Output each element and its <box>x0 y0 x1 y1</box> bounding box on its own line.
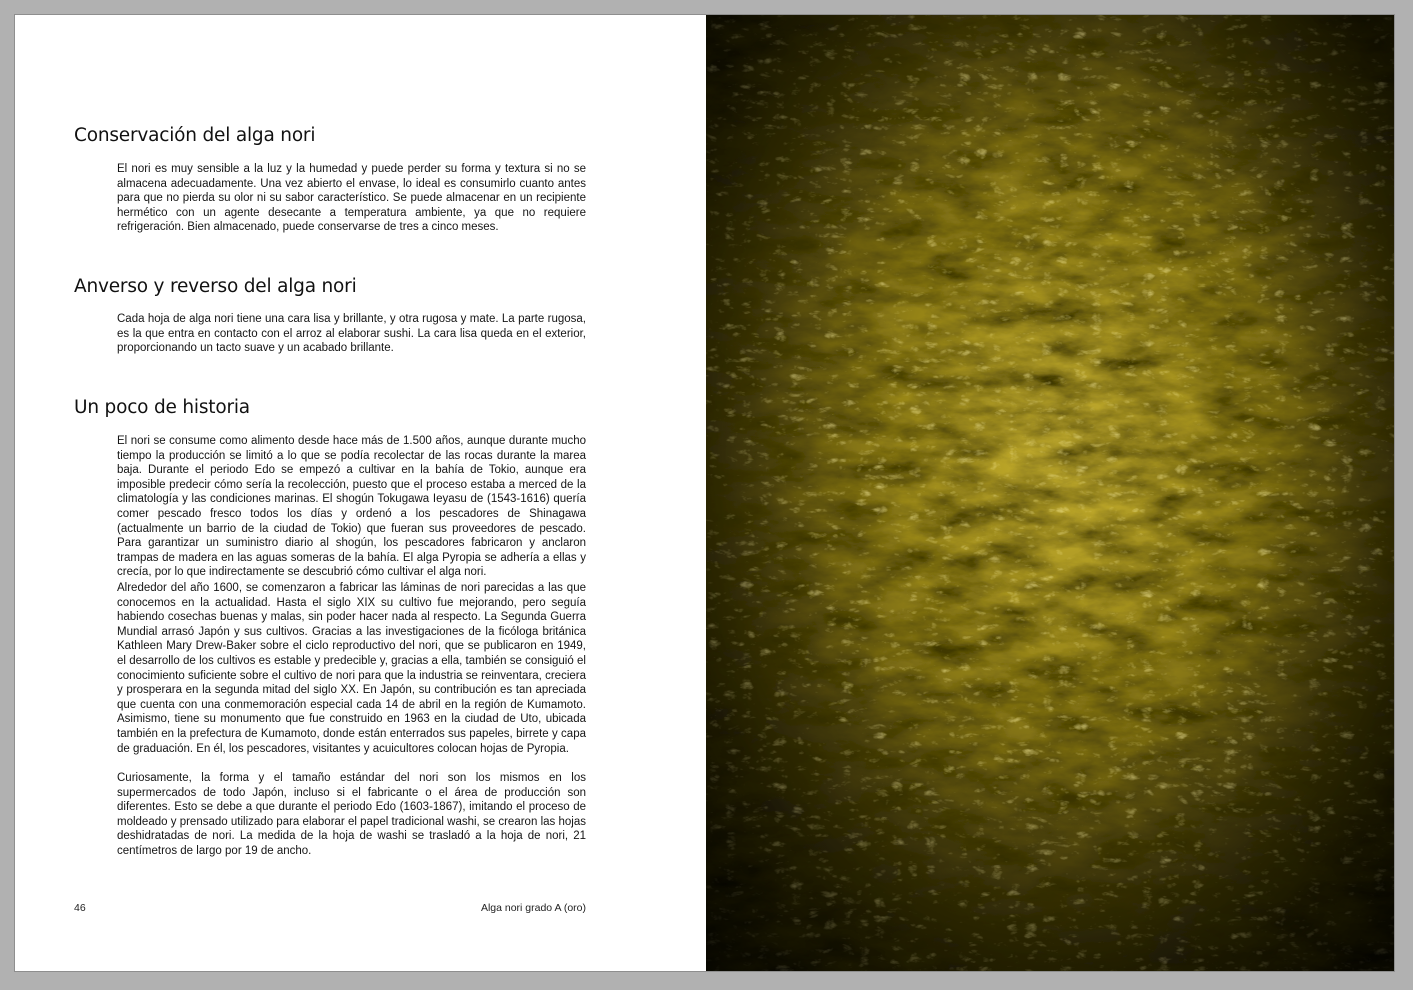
section-title-historia: Un poco de historia <box>74 397 250 418</box>
page-number: 46 <box>74 902 86 914</box>
paragraph-conservacion: El nori es muy sensible a la luz y la humedad y puede perder su forma y textura si no se almacena adecuadamente. Una vez abierto el envase, lo ideal es consumirlo cuanto antes para que no pierda su olor ni su sabor característico. Se puede almacenar en un recipiente hermético con un agente desecante a temperatura ambiente, ya que no requiere refrigeración. Bien almacenado, puede conservarse de tres a cinco meses. <box>117 163 586 234</box>
photo-vignette <box>706 15 1395 971</box>
paragraph-historia-1: El nori se consume como alimento desde hace más de 1.500 años, aunque durante mucho tiempo la producción se limitó a lo que se podía recolectar de las rocas durante la marea baja. Durante el periodo Edo se empezó a cultivar en la bahía de Tokio, aunque era imposible predecir cómo sería la recolección, puesto que el proceso estaba a merced de la climatología y las condiciones marinas. El shogún Tokugawa Ieyasu de (1543-1616) quería comer pescado fresco todos los días y ordenó a los pescadores de Shinagawa (actualmente un barrio de la ciudad de Tokio) que fueran sus proveedores de pescado. Para garantizar un suministro diario al shogún, los pescadores fabricaron y anclaron trampas de madera en las aguas someras de la bahía. El alga Pyropia se adhería a ellas y crecía, por lo que indirectamente se descubrió cómo cultivar el alga nori. <box>117 435 586 579</box>
paragraph-historia-2: Alrededor del año 1600, se comenzaron a fabricar las láminas de nori parecidas a las que conocemos en la actualidad. Hasta el siglo XIX su cultivo fue mejorando, pero seguía habiendo cosechas buenas y malas, sin poder hacer nada al respecto. La Segunda Guerra Mundial arrasó Japón y sus cultivos. Gracias a las investigaciones de la ficóloga británica Kathleen Mary Drew-Baker sobre el ciclo reproductivo del nori, que se publicaron en 1949, el desarrollo de los cultivos es estable y predecible y, gracias a ella, también se consiguió el conocimiento suficiente sobre el cultivo de nori para que la industria se reinventara, creciera y prosperara en la segunda mitad del siglo XX. En Japón, su contribución es tan apreciada que cuenta con una conmemoración especial cada 14 de abril en la región de Kumamoto. Asimismo, tiene su monumento que fue construido en 1963 en la ciudad de Uto, ubicada también en la prefectura de Kumamoto, donde están enterrados sus papeles, birrete y capa de graduación. En él, los pescadores, visitantes y acuicultores colocan hojas de Pyropia. <box>117 582 586 755</box>
running-footer: Alga nori grado A (oro) <box>480 902 586 914</box>
seaweed-photo <box>706 15 1395 971</box>
section-title-conservacion: Conservación del alga nori <box>74 125 316 146</box>
book-spread <box>14 14 1395 972</box>
paragraph-anverso: Cada hoja de alga nori tiene una cara lisa y brillante, y otra rugosa y mate. La parte rugosa, es la que entra en contacto con el arroz al elaborar sushi. La cara lisa queda en el exterior, proporcionando un tacto suave y un acabado brillante. <box>117 313 586 355</box>
section-title-anverso: Anverso y reverso del alga nori <box>74 276 357 297</box>
left-page <box>15 15 706 971</box>
paragraph-historia-3: Curiosamente, la forma y el tamaño estándar del nori son los mismos en los supermercados de todo Japón, incluso si el fabricante o el área de producción son diferentes. Esto se debe a que durante el periodo Edo (1603-1867), imitando el proceso de moldeado y prensado utilizado para elaborar el papel tradicional washi, se crearon las hojas deshidratadas de nori. La medida de la hoja de washi se trasladó a la hoja de nori, 21 centímetros de largo por 19 de ancho. <box>117 772 586 857</box>
seaweed-texture-image <box>706 15 1395 971</box>
